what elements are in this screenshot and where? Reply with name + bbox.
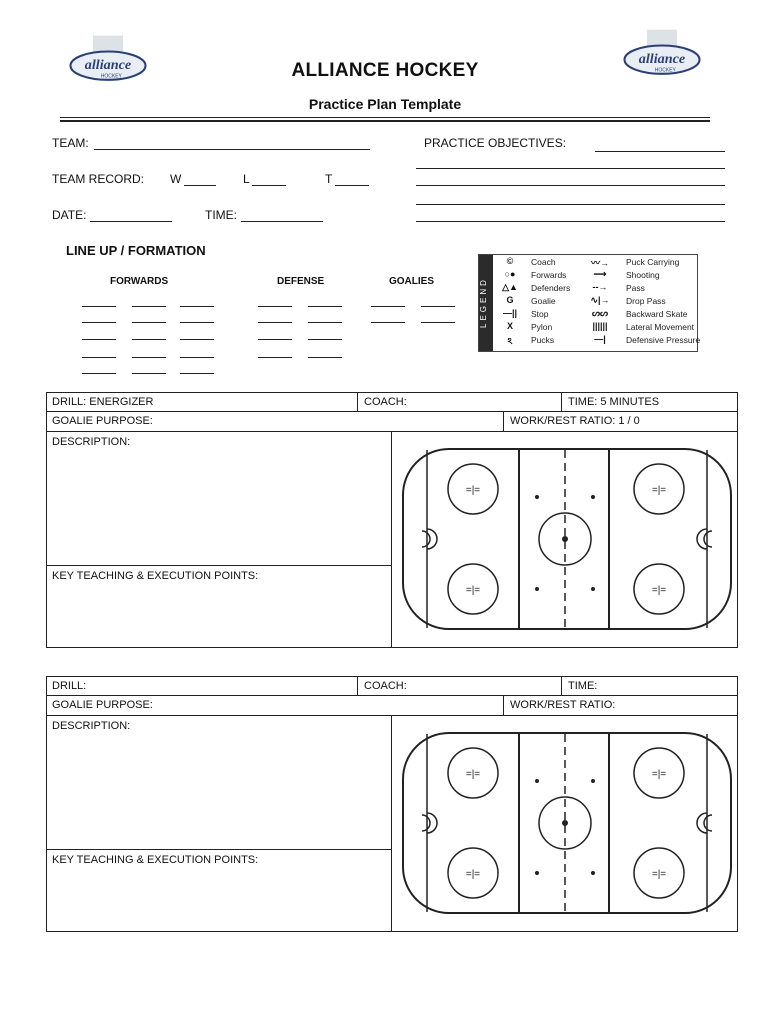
drill-time-field[interactable]: TIME: — [568, 680, 598, 692]
objectives-label: PRACTICE OBJECTIVES: — [424, 136, 567, 150]
defense-header: DEFENSE — [277, 276, 325, 287]
legend-label: Drop Pass — [626, 296, 666, 306]
forward-slot[interactable] — [82, 373, 116, 374]
goalie-slot[interactable] — [371, 306, 405, 307]
drill-time-field[interactable]: TIME: 5 MINUTES — [568, 396, 660, 408]
svg-text:=|=: =|= — [465, 485, 481, 496]
defense-slot[interactable] — [308, 322, 342, 323]
legend-symbol-icon: ⟶ — [593, 269, 607, 279]
key-points-field[interactable]: KEY TEACHING & EXECUTION POINTS: — [52, 854, 259, 866]
page-title: ALLIANCE HOCKEY — [291, 60, 479, 81]
legend-symbol-icon: G — [506, 295, 514, 305]
legend-label: Shooting — [626, 270, 660, 280]
legend — [478, 254, 701, 352]
drill-name-field[interactable]: DRILL: ENERGIZER — [52, 396, 154, 408]
goalie-purpose-field[interactable]: GOALIE PURPOSE: — [52, 699, 153, 711]
defense-slot[interactable] — [258, 357, 292, 358]
table-divider — [391, 431, 392, 647]
time-field[interactable] — [241, 221, 323, 222]
legend-symbol-icon: X — [506, 321, 513, 331]
legend-label: Defenders — [531, 283, 571, 293]
forward-slot[interactable] — [180, 339, 214, 340]
header-rule-2 — [60, 120, 710, 122]
forward-slot[interactable] — [132, 322, 166, 323]
objectives-field-1[interactable] — [595, 151, 725, 152]
legend-label: Coach — [531, 257, 556, 267]
defense-slot[interactable] — [258, 306, 292, 307]
team-label: TEAM: — [52, 136, 89, 150]
legend-symbol-icon: 〰→ — [590, 258, 609, 268]
svg-text:HOCKEY: HOCKEY — [654, 67, 676, 74]
header-rule — [60, 117, 710, 118]
rink-diagram — [397, 723, 737, 923]
objectives-field-5[interactable] — [416, 221, 725, 222]
objectives-field-3[interactable] — [416, 185, 725, 186]
description-field[interactable]: DESCRIPTION: — [52, 720, 131, 732]
legend-label: Forwards — [531, 270, 567, 280]
legend-label: Stop — [531, 309, 549, 319]
work-rest-field[interactable]: WORK/REST RATIO: 1 / 0 — [510, 415, 640, 427]
team-record-label: TEAM RECORD: — [52, 172, 145, 186]
goalie-purpose-field[interactable]: GOALIE PURPOSE: — [52, 415, 153, 427]
description-field[interactable]: DESCRIPTION: — [52, 436, 131, 448]
goalie-slot[interactable] — [371, 322, 405, 323]
goalie-slot[interactable] — [421, 322, 455, 323]
legend-symbol-icon: --→ — [592, 282, 608, 292]
defense-slot[interactable] — [308, 357, 342, 358]
table-divider — [47, 695, 737, 696]
coach-field[interactable]: COACH: — [364, 396, 407, 408]
svg-text:alliance: alliance — [638, 51, 686, 67]
wins-label: W — [170, 172, 182, 186]
drill-name-field[interactable]: DRILL: — [52, 680, 87, 692]
legend-symbol-icon: —| — [594, 334, 606, 344]
forward-slot[interactable] — [82, 322, 116, 323]
date-field[interactable] — [90, 221, 172, 222]
legend-label: Lateral Movement — [626, 322, 695, 332]
legend-symbol-icon: —|| — [502, 308, 518, 318]
forward-slot[interactable] — [180, 373, 214, 374]
rink-diagram — [397, 439, 737, 639]
drill-box — [46, 676, 738, 932]
objectives-field-4[interactable] — [416, 204, 725, 205]
legend-label: Pucks — [531, 335, 555, 345]
legend-symbol-icon: △▲ — [502, 282, 518, 292]
svg-text:alliance: alliance — [84, 57, 132, 73]
table-divider — [561, 677, 562, 695]
defense-slot[interactable] — [308, 306, 342, 307]
legend-symbol-icon: ঽ — [507, 336, 513, 346]
forward-slot[interactable] — [180, 357, 214, 358]
table-divider — [47, 565, 391, 566]
svg-text:=|=: =|= — [651, 585, 667, 596]
table-divider — [47, 715, 737, 716]
defense-slot[interactable] — [258, 339, 292, 340]
defense-slot[interactable] — [308, 339, 342, 340]
coach-field[interactable]: COACH: — [364, 680, 407, 692]
table-divider — [47, 849, 391, 850]
svg-text:=|=: =|= — [651, 769, 667, 780]
table-divider — [47, 411, 737, 412]
lineup-title: LINE UP / FORMATION — [66, 243, 206, 258]
svg-text:=|=: =|= — [651, 485, 667, 496]
time-label: TIME: — [205, 208, 237, 222]
losses-field[interactable] — [252, 185, 286, 186]
legend-label: Puck Carrying — [626, 257, 680, 267]
svg-text:=|=: =|= — [651, 869, 667, 880]
forwards-header: FORWARDS — [110, 276, 169, 287]
forward-slot[interactable] — [82, 306, 116, 307]
ties-field[interactable] — [335, 185, 369, 186]
table-divider — [357, 677, 358, 695]
table-divider — [357, 393, 358, 411]
legend-word: LEGEND — [479, 277, 488, 329]
forward-slot[interactable] — [82, 339, 116, 340]
objectives-field-2[interactable] — [416, 168, 725, 169]
goalies-header: GOALIES — [389, 276, 435, 287]
drill-box — [46, 392, 738, 648]
svg-text:HOCKEY: HOCKEY — [100, 73, 122, 80]
svg-text:=|=: =|= — [465, 585, 481, 596]
legend-symbol-icon: ∿|→ — [590, 295, 610, 305]
svg-text:=|=: =|= — [465, 869, 481, 880]
goalie-slot[interactable] — [421, 306, 455, 307]
legend-label: Pylon — [531, 322, 553, 332]
legend-symbol-icon: © — [506, 256, 514, 266]
legend-label: Goalie — [531, 296, 556, 306]
legend-label: Defensive Pressure — [626, 335, 701, 345]
legend-symbol-icon: |||||| — [592, 321, 608, 331]
table-divider — [561, 393, 562, 411]
page-subtitle: Practice Plan Template — [308, 96, 462, 112]
losses-label: L — [243, 172, 250, 186]
table-divider — [47, 431, 737, 432]
defense-slot[interactable] — [258, 322, 292, 323]
work-rest-field[interactable]: WORK/REST RATIO: — [510, 699, 616, 711]
team-field[interactable] — [94, 149, 370, 150]
legend-symbol-icon: ᔕᔕ — [591, 308, 609, 318]
forward-slot[interactable] — [180, 306, 214, 307]
legend-label: Backward Skate — [626, 309, 688, 319]
forward-slot[interactable] — [132, 306, 166, 307]
svg-text:=|=: =|= — [465, 769, 481, 780]
legend-label: Pass — [626, 283, 645, 293]
forward-slot[interactable] — [82, 357, 116, 358]
forward-slot[interactable] — [132, 373, 166, 374]
forward-slot[interactable] — [132, 357, 166, 358]
date-label: DATE: — [52, 208, 87, 222]
wins-field[interactable] — [184, 185, 216, 186]
forward-slot[interactable] — [132, 339, 166, 340]
table-divider — [503, 411, 504, 431]
forward-slot[interactable] — [180, 322, 214, 323]
table-divider — [503, 695, 504, 715]
ties-label: T — [325, 172, 333, 186]
legend-symbol-icon: ○● — [504, 269, 516, 279]
key-points-field[interactable]: KEY TEACHING & EXECUTION POINTS: — [52, 570, 259, 582]
table-divider — [391, 715, 392, 931]
